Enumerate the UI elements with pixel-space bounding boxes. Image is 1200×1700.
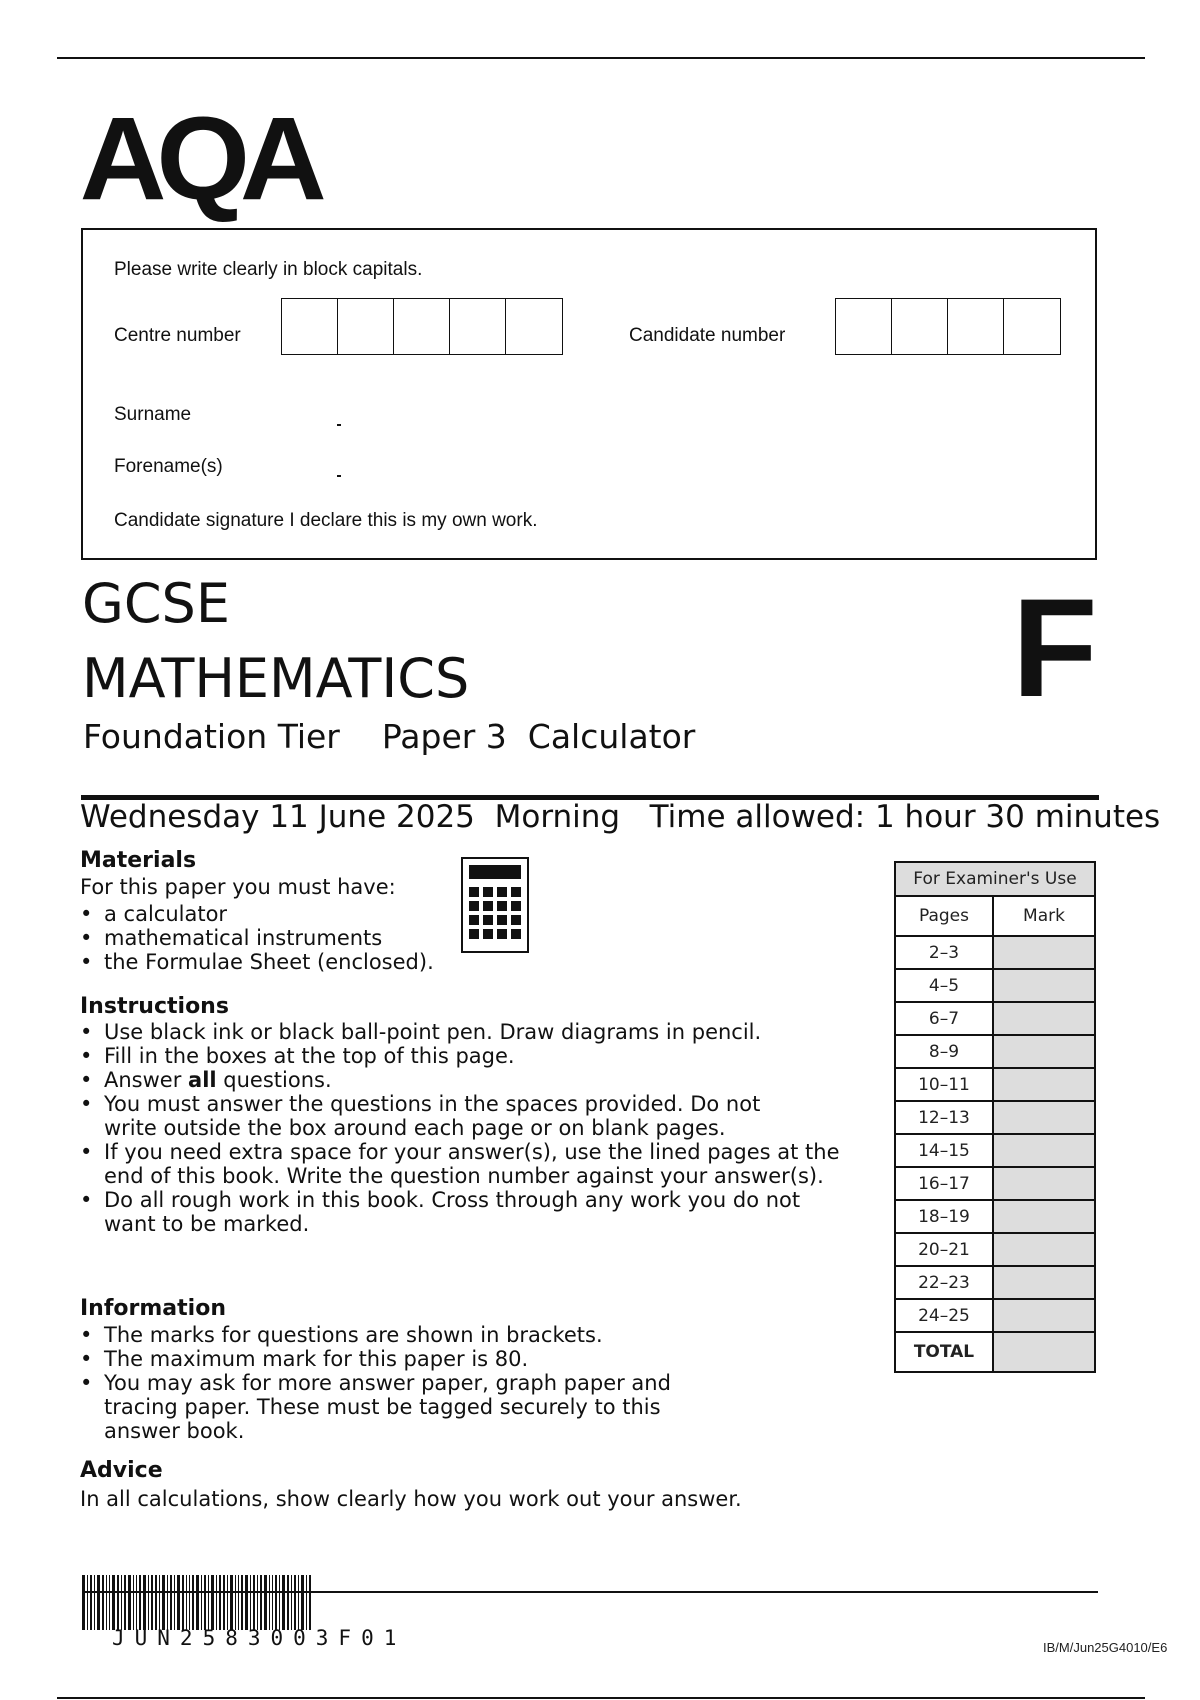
- table-row: 12–13: [895, 1101, 1095, 1134]
- table-row: 6–7: [895, 1002, 1095, 1035]
- exam-date: Wednesday 11 June 2025: [80, 799, 475, 835]
- materials-heading: Materials: [80, 848, 197, 873]
- barcode-bar: [279, 1575, 280, 1630]
- centre-number-label: Centre number: [114, 325, 241, 346]
- tier-letter: F: [1012, 569, 1098, 726]
- barcode-bar: [143, 1575, 146, 1630]
- barcode-bar: [196, 1575, 199, 1630]
- mark-cell[interactable]: [993, 1068, 1095, 1101]
- barcode-bar: [82, 1575, 85, 1630]
- barcode-bar: [117, 1575, 119, 1630]
- barcode-bar: [186, 1575, 187, 1630]
- mark-column-header: Mark: [993, 896, 1095, 936]
- forenames-field[interactable]: [337, 475, 341, 477]
- candidate-digit-box[interactable]: [892, 299, 948, 354]
- barcode-bar: [87, 1575, 88, 1630]
- barcode-bar: [235, 1575, 236, 1630]
- mark-cell[interactable]: [993, 1002, 1095, 1035]
- information-list: [80, 1323, 720, 1443]
- table-row: 16–17: [895, 1167, 1095, 1200]
- centre-digit-box[interactable]: [506, 299, 562, 354]
- barcode-bar: [159, 1575, 160, 1630]
- barcode-bar: [121, 1575, 122, 1630]
- barcode-bar: [128, 1575, 131, 1630]
- pages-column-header: Pages: [895, 896, 993, 936]
- instructions-heading: Instructions: [80, 994, 229, 1019]
- barcode-bar: [211, 1575, 214, 1630]
- barcode-bar: [264, 1575, 267, 1630]
- qualification-title: GCSE: [82, 572, 230, 635]
- barcode-bar: [109, 1575, 110, 1630]
- list-item: • Do all rough work in this book. Cross through any work you do not want to be marked.: [80, 1188, 824, 1236]
- barcode-bar: [155, 1575, 157, 1630]
- barcode-bar: [241, 1575, 243, 1630]
- barcode-bar: [133, 1575, 134, 1630]
- barcode-bar: [182, 1575, 184, 1630]
- table-row: 2–3: [895, 936, 1095, 969]
- barcode-bar: [309, 1575, 311, 1630]
- surname-field[interactable]: [337, 424, 341, 426]
- barcode-bar: [294, 1575, 296, 1630]
- instructions-list: [80, 1020, 840, 1236]
- calculator-icon: [461, 857, 529, 953]
- barcode-bar: [223, 1575, 225, 1630]
- list-item: • If you need extra space for your answer(s), use the lined pages at the end of this book. Write the question number against your answer(s).: [80, 1140, 844, 1188]
- barcode-bar: [106, 1575, 107, 1630]
- list-item: • You may ask for more answer paper, graph paper and tracing paper. These must be tagged securely to this answer book.: [80, 1371, 720, 1443]
- barcode-bar: [227, 1575, 228, 1630]
- barcode-bar: [97, 1575, 100, 1630]
- mark-cell[interactable]: [993, 1101, 1095, 1134]
- list-item: • a calculator: [80, 902, 434, 926]
- mark-cell[interactable]: [993, 969, 1095, 1002]
- list-item: • Answer all questions.: [80, 1068, 840, 1092]
- barcode-bar: [204, 1575, 206, 1630]
- table-row: 18–19: [895, 1200, 1095, 1233]
- barcode-bar: [174, 1575, 175, 1630]
- list-item: • The maximum mark for this paper is 80.: [80, 1347, 720, 1371]
- table-row: 22–23: [895, 1266, 1095, 1299]
- centre-digit-box[interactable]: [338, 299, 394, 354]
- exam-date-line: [80, 799, 1161, 835]
- total-row: [895, 1332, 1095, 1372]
- list-item: • Use black ink or black ball-point pen. Draw diagrams in pencil.: [80, 1020, 840, 1044]
- time-allowed: Time allowed: 1 hour 30 minutes: [649, 799, 1161, 835]
- barcode-bar: [253, 1575, 255, 1630]
- mark-cell[interactable]: [993, 1134, 1095, 1167]
- barcode-bar: [238, 1575, 239, 1630]
- barcode-bar: [269, 1575, 270, 1630]
- aqa-logo: AQA: [79, 93, 317, 225]
- mark-cell[interactable]: [993, 1035, 1095, 1068]
- barcode-bar: [257, 1575, 258, 1630]
- calculator-screen: [469, 865, 521, 879]
- advice-heading: Advice: [80, 1458, 163, 1483]
- barcode-text: JUN2583003F01: [112, 1626, 407, 1650]
- table-row: 8–9: [895, 1035, 1095, 1068]
- barcode-bar: [260, 1575, 262, 1630]
- barcode: [82, 1575, 313, 1630]
- list-item: • Fill in the boxes at the top of this page.: [80, 1044, 840, 1068]
- candidate-details-box: [81, 228, 1097, 560]
- barcode-bar: [201, 1575, 202, 1630]
- mark-cell[interactable]: [993, 1233, 1095, 1266]
- candidate-digit-box[interactable]: [1004, 299, 1060, 354]
- list-item: • The marks for questions are shown in brackets.: [80, 1323, 720, 1347]
- exam-session: Morning: [494, 799, 621, 835]
- barcode-bar: [275, 1575, 277, 1630]
- barcode-bar: [208, 1575, 209, 1630]
- barcode-bar: [216, 1575, 217, 1630]
- list-item: • mathematical instruments: [80, 926, 434, 950]
- signature-label: Candidate signature I declare this is my own work.: [114, 510, 538, 531]
- barcode-bar: [287, 1575, 289, 1630]
- barcode-bar: [162, 1575, 165, 1630]
- materials-intro: For this paper you must have:: [80, 875, 396, 899]
- document-reference: IB/M/Jun25G4010/E6: [1043, 1640, 1168, 1655]
- barcode-bar: [124, 1575, 126, 1630]
- barcode-bar: [94, 1575, 95, 1630]
- table-row: 14–15: [895, 1134, 1095, 1167]
- mark-cell[interactable]: [993, 1200, 1095, 1233]
- barcode-bar: [219, 1575, 221, 1630]
- total-label: TOTAL: [895, 1332, 993, 1372]
- top-rule: [57, 57, 1145, 59]
- barcode-bar: [189, 1575, 190, 1630]
- table-row: 20–21: [895, 1233, 1095, 1266]
- forenames-label: Forename(s): [114, 456, 223, 477]
- information-heading: Information: [80, 1296, 226, 1321]
- mark-cell[interactable]: [993, 1266, 1095, 1299]
- list-item: • the Formulae Sheet (enclosed).: [80, 950, 434, 974]
- examiners-use-title: For Examiner's Use: [895, 862, 1095, 896]
- barcode-bar: [136, 1575, 137, 1630]
- barcode-bar: [102, 1575, 104, 1630]
- candidate-digit-box[interactable]: [948, 299, 1004, 354]
- mark-cell[interactable]: [993, 936, 1095, 969]
- examiners-use-table: [894, 861, 1096, 1373]
- barcode-bar: [230, 1575, 233, 1630]
- barcode-bar: [151, 1575, 153, 1630]
- barcode-bar: [282, 1575, 285, 1630]
- candidate-digit-box[interactable]: [836, 299, 892, 354]
- surname-label: Surname: [114, 404, 192, 425]
- centre-digit-box[interactable]: [394, 299, 450, 354]
- paper-label: Paper 3: [381, 717, 507, 756]
- barcode-bar: [301, 1575, 304, 1630]
- centre-digit-box[interactable]: [282, 299, 338, 354]
- candidate-number-boxes[interactable]: [835, 298, 1061, 355]
- barcode-bar: [272, 1575, 273, 1630]
- barcode-bar: [306, 1575, 307, 1630]
- centre-number-boxes[interactable]: [281, 298, 563, 355]
- barcode-bar: [167, 1575, 168, 1630]
- block-capitals-instruction: Please write clearly in block capitals.: [114, 259, 423, 280]
- paper-subtitle: [83, 717, 696, 756]
- barcode-bar: [139, 1575, 141, 1630]
- advice-text: In all calculations, show clearly how you work out your answer.: [80, 1487, 742, 1511]
- barcode-bar: [177, 1575, 180, 1630]
- barcode-bar: [112, 1575, 115, 1630]
- calculator-keys: [469, 887, 521, 939]
- bottom-rule: [57, 1697, 1145, 1699]
- mark-cell[interactable]: [993, 1167, 1095, 1200]
- barcode-bar: [170, 1575, 172, 1630]
- calculator-label: Calculator: [527, 717, 696, 756]
- total-mark-cell[interactable]: [993, 1332, 1095, 1372]
- barcode-bar: [291, 1575, 292, 1630]
- mark-cell[interactable]: [993, 1299, 1095, 1332]
- table-row: 24–25: [895, 1299, 1095, 1332]
- tier-label: Foundation Tier: [83, 717, 340, 756]
- materials-list: [80, 902, 434, 974]
- table-row: 4–5: [895, 969, 1095, 1002]
- centre-digit-box[interactable]: [450, 299, 506, 354]
- barcode-bar: [298, 1575, 299, 1630]
- barcode-bar: [192, 1575, 194, 1630]
- table-row: 10–11: [895, 1068, 1095, 1101]
- candidate-number-label: Candidate number: [629, 325, 786, 346]
- barcode-bar: [250, 1575, 251, 1630]
- barcode-bar: [245, 1575, 248, 1630]
- subject-title: MATHEMATICS: [82, 647, 470, 710]
- list-item: • You must answer the questions in the spaces provided. Do not write outside the box around each page or on blank pages.: [80, 1092, 764, 1140]
- barcode-bar: [148, 1575, 149, 1630]
- barcode-bar: [90, 1575, 92, 1630]
